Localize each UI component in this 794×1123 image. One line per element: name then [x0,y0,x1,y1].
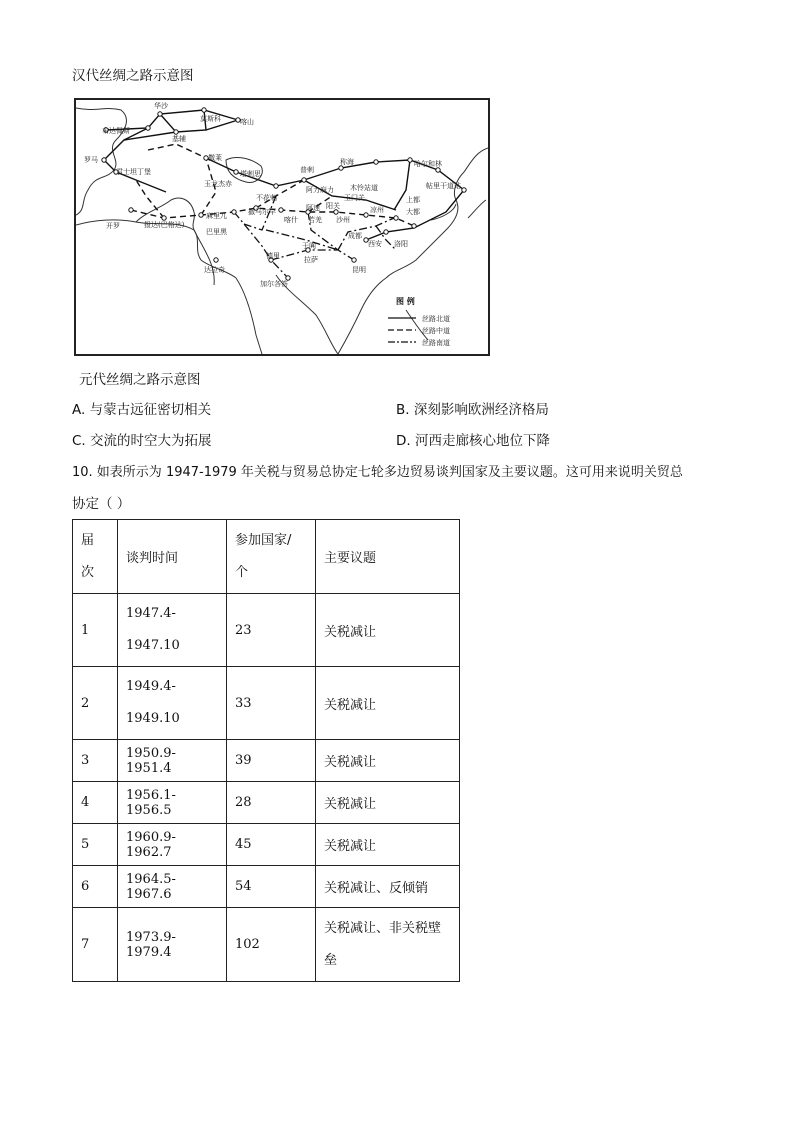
cell-time-l2: 1949.10 [126,711,180,726]
legend-south: 丝路南道 [422,339,450,347]
cell-topic: 关税减让 [316,824,460,866]
city-simaergan: 撒马尔罕 [248,208,276,216]
table-row [73,824,460,866]
city-tiemu: 帖里干道站 [426,182,461,190]
cell-topic: 关税减让、反倾销 [316,866,460,908]
cell-topic-l2: 垒 [324,952,338,968]
cell-time [118,667,227,740]
cell-time-l1: 1947.4- [126,606,176,621]
city-kunming: 昆明 [352,266,366,274]
city-ruoqiang: 若羌 [308,216,322,224]
cell-countries: 39 [227,740,316,782]
city-hehai: 称海 [340,158,354,166]
header-countries-l2: 个 [235,564,249,580]
option-a[interactable]: A. 与蒙古远征密切相关 [72,402,212,418]
silk-road-map [74,98,490,356]
cell-topic: 关税减让 [316,782,460,824]
cell-topic: 关税减让 [316,594,460,667]
city-talasi: 塔剌思 [240,170,261,178]
legend-north: 丝路北道 [422,315,450,323]
city-juntanding: 君士坦丁堡 [116,168,151,176]
cell-round: 2 [73,667,118,740]
table-row [73,667,460,740]
cell-topic [316,908,460,982]
cell-countries: 102 [227,908,316,982]
cell-time-l2: 1947.10 [126,638,180,653]
table-row [73,594,460,667]
cell-time: 1956.1-1956.5 [118,782,227,824]
cell-round: 5 [73,824,118,866]
city-chengdu: 成都 [348,232,362,240]
cell-round: 3 [73,740,118,782]
question10-line1: 10. 如表所示为 1947-1979 年关税与贸易总协定七轮多边贸易谈判国家及主要议题。这可用来说明关贸总 [72,465,683,480]
header-topic: 主要议题 [316,520,460,594]
city-liangzhou: 凉州 [370,206,384,214]
map-title-han: 汉代丝绸之路示意图 [72,68,194,84]
cell-time-l1: 1949.4- [126,679,176,694]
cell-topic-l1: 关税减让、非关税壁 [324,920,442,936]
map-caption-yuan: 元代丝绸之路示意图 [79,372,201,388]
city-jiaerge: 加尔各答 [260,280,288,288]
option-c[interactable]: C. 交流的时空大为拓展 [72,433,212,449]
cell-round: 7 [73,908,118,982]
negotiation-table [72,519,460,982]
city-deli: 德里 [266,252,280,260]
city-hesu: 阿速 [306,204,320,212]
city-dadu: 大都 [406,208,420,216]
table-row [73,866,460,908]
header-round [73,520,118,594]
city-muyan: 木怜站道 [350,184,378,192]
header-round-l1: 届 [81,532,95,548]
city-kashan: 喀山 [240,118,254,126]
cell-time: 1950.9-1951.4 [118,740,227,782]
header-round-l2: 次 [81,564,95,580]
cell-time: 1964.5-1967.6 [118,866,227,908]
cell-countries: 33 [227,667,316,740]
cell-round: 4 [73,782,118,824]
option-d[interactable]: D. 河西走廊核心地位下降 [396,433,550,449]
table-row [73,740,460,782]
city-malin: 麻里兀 [206,212,227,220]
map-legend [388,296,450,347]
city-luoyang: 洛阳 [394,240,408,248]
option-b[interactable]: B. 深刻影响欧洲经济格局 [396,402,549,418]
city-jifu: 基辅 [172,135,186,143]
city-kashi: 喀什 [284,216,298,224]
legend-title: 图 例 [396,297,415,306]
cell-time: 1960.9-1962.7 [118,824,227,866]
city-kailuo: 开罗 [106,222,120,230]
header-countries-l1: 参加国家/ [235,532,292,548]
cell-round: 1 [73,594,118,667]
city-shazhou: 沙州 [336,216,350,224]
city-xian: 西安 [368,240,382,248]
cell-time [118,594,227,667]
city-yulongjie: 玉龙杰赤 [204,180,232,188]
city-huasha: 华沙 [154,102,168,110]
cell-countries: 28 [227,782,316,824]
city-baoda: 报达(巴格达) [144,221,185,229]
city-helin: 哈尔和林 [414,160,442,168]
city-yuli: 于阗 [302,242,316,250]
cell-topic: 关税减让 [316,667,460,740]
cell-round: 6 [73,866,118,908]
table-row [73,782,460,824]
cell-countries: 45 [227,824,316,866]
question10-line2: 协定（ ） [72,496,131,512]
city-buhua: 不花剌 [256,194,277,202]
table-row [73,908,460,982]
table-header-row [73,520,460,594]
header-time: 谈判时间 [118,520,227,594]
cell-countries: 23 [227,594,316,667]
header-countries [227,520,316,594]
city-mosike: 莫斯科 [200,115,221,123]
cell-time: 1973.9-1979.4 [118,908,227,982]
city-shangdu: 上都 [406,196,420,204]
city-yumen: 玉门关 [344,194,365,202]
city-dabala: 达拉奇 [204,266,225,274]
city-puci: 普剌 [300,166,314,174]
city-alima: 阿力麻力 [306,186,334,194]
city-lasa: 拉萨 [304,256,318,264]
city-budapeisi: 布达佩斯 [102,127,130,135]
cell-topic: 关税减让 [316,740,460,782]
city-yangguan: 阳关 [326,202,340,210]
city-hanai: 撒莱 [208,154,222,162]
cell-countries: 54 [227,866,316,908]
city-luoma: 罗马 [84,156,98,164]
city-bali: 巴里黑 [206,228,227,236]
legend-middle: 丝路中道 [422,327,450,335]
